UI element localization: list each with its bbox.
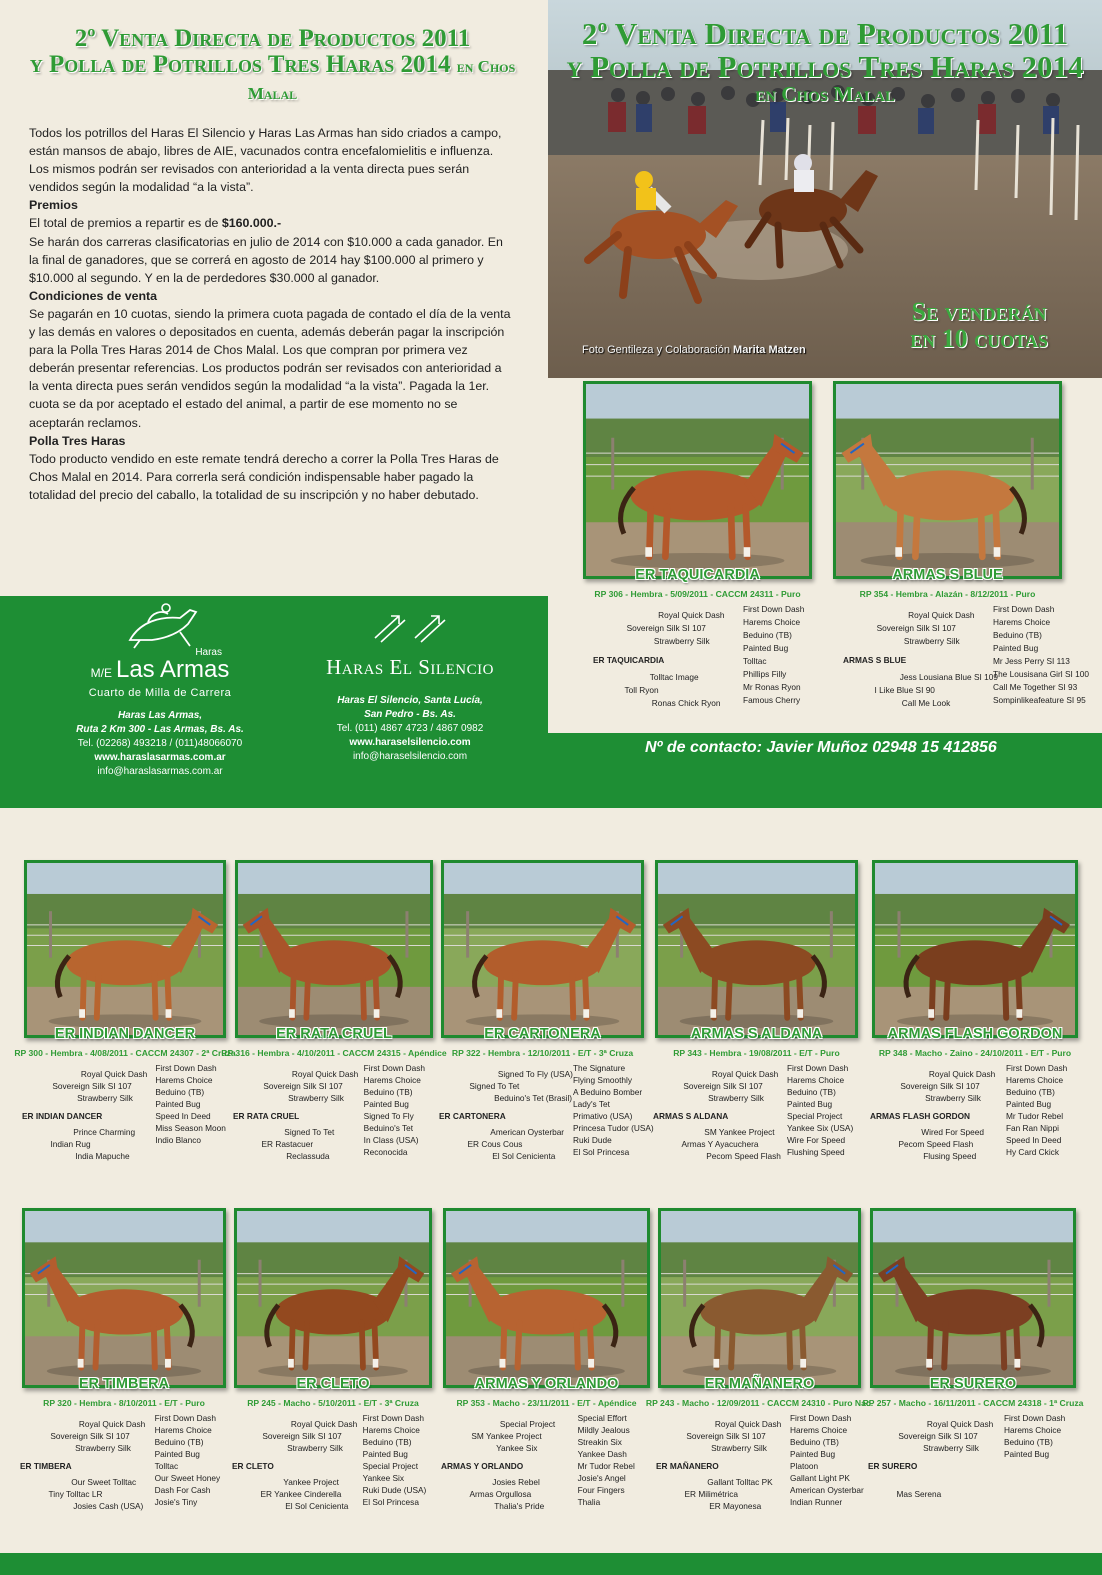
pedigree-ancestor: Beduino (TB) <box>155 1087 205 1097</box>
pedigree-ancestor: Toll Ryon <box>624 685 659 695</box>
pedigree-ancestor: Miss Season Moon <box>155 1123 226 1133</box>
premios-line1 <box>29 214 511 232</box>
el-silencio-web[interactable]: www.haraselsilencio.com <box>349 737 471 748</box>
pedigree-ancestor: Sovereign Silk SI 107 <box>626 623 706 633</box>
pedigree-self: ER TAQUICARDIA <box>593 655 665 665</box>
pedigree-ancestor: Mr Tudor Rebel <box>1005 1111 1064 1121</box>
pedigree-ancestor: Harems Choice <box>1005 1075 1064 1085</box>
el-silencio-tel: Tel. (011) 4867 4723 / 4867 0982 <box>336 723 484 734</box>
pedigree-ancestor: Call Me Together SI 93 <box>993 682 1078 692</box>
pedigree-ancestor: Strawberry Silk <box>925 1093 981 1103</box>
horse-name: ER SURERO <box>929 1376 1017 1392</box>
pedigree-ancestor: Tolltac Image <box>649 672 699 682</box>
pedigree-ancestor: Harems Choice <box>155 1075 213 1085</box>
pedigree-ancestor: Beduino (TB) <box>743 630 792 640</box>
pedigree-ancestor: Beduino's Tet <box>363 1123 414 1133</box>
horse-info: RP 354 - Hembra - Alazán - 8/12/2011 - Puro <box>859 589 1036 599</box>
el-silencio-logo-name: Haras El Silencio <box>326 655 494 679</box>
cuotas-badge-line2: en 10 cuotas <box>910 324 1048 354</box>
pedigree-self: ER CLETO <box>232 1461 274 1471</box>
pedigree-ancestor: Strawberry Silk <box>77 1093 133 1103</box>
pedigree-ancestor: Josies Cash (USA) <box>73 1501 144 1511</box>
pedigree-ancestor: Beduino (TB) <box>363 1087 413 1097</box>
pedigree-ancestor: Royal Quick Dash <box>658 610 725 620</box>
pedigree-ancestor: Mas Serena <box>896 1489 942 1499</box>
photo-credit <box>582 344 806 356</box>
pedigree-ancestor: Painted Bug <box>743 643 789 653</box>
pedigree-ancestor: Harems Choice <box>362 1425 420 1435</box>
pedigree-self: ER CARTONERA <box>439 1111 506 1121</box>
pedigree-ancestor: Strawberry Silk <box>923 1443 979 1453</box>
horse-photo <box>658 1208 861 1388</box>
pedigree-ancestor: Wire For Speed <box>786 1135 846 1145</box>
pedigree-ancestor: Yankee Project <box>283 1477 339 1487</box>
pedigree-ancestor: Painted Bug <box>362 1449 408 1459</box>
pedigree-self: ER TIMBERA <box>20 1461 72 1471</box>
pedigree-ancestor: Wired For Speed <box>921 1127 985 1137</box>
hero-title-line2: y Polla de Potrillos Tres Haras 2014 <box>566 48 1084 84</box>
intro-text: Todos los potrillos del Haras El Silencio y Haras Las Armas han sido criados a campo, están mansos de abajo, libres de AIE, vacunados contra encefalomielitis e influenza. Los mismos podrán ser revisados con anterioridad a la venta directa pues serán vendidos según la modalidad “a la vista”. <box>29 126 502 195</box>
pedigree-ancestor: Tolltac <box>154 1461 179 1471</box>
pedigree-ancestor: Harems Choice <box>363 1075 421 1085</box>
pedigree-ancestor: Indio Blanco <box>155 1135 201 1145</box>
horse-name: ER TAQUICARDIA <box>635 567 760 583</box>
el-silencio-contact <box>295 694 525 764</box>
pedigree-ancestor: Flusing Speed <box>923 1151 977 1161</box>
pedigree-self: ER RATA CRUEL <box>233 1111 300 1121</box>
horse-photo <box>583 381 812 579</box>
pedigree-ancestor: Armas Orgullosa <box>469 1489 532 1499</box>
horse-photo <box>655 860 858 1038</box>
pedigree-ancestor: I Like Blue SI 90 <box>874 685 935 695</box>
pedigree-ancestor: Sompinlikeafeature SI 95 <box>993 695 1086 705</box>
horse-info: RP 243 - Macho - 12/09/2011 - CACCM 24310 - Puro Nac. <box>645 1398 874 1408</box>
horse-name: ARMAS S ALDANA <box>690 1026 823 1042</box>
horse-pedigree <box>232 1412 440 1522</box>
condiciones-heading: Condiciones de venta <box>29 288 158 303</box>
pedigree-ancestor: Harems Choice <box>993 617 1051 627</box>
pedigree-ancestor: Royal Quick Dash <box>80 1069 148 1079</box>
pedigree-ancestor: Josie's Angel <box>577 1473 626 1483</box>
pedigree-ancestor: El Sol Cenicienta <box>492 1151 556 1161</box>
pedigree-ancestor: Special Project <box>362 1461 419 1471</box>
hero-title-line1: 2º Venta Directa de Productos 2011 <box>581 16 1069 51</box>
pedigree-ancestor: Royal Quick Dash <box>78 1419 146 1429</box>
pedigree-ancestor: Famous Cherry <box>743 695 801 705</box>
photo-credit-name: Marita Matzen <box>733 344 806 356</box>
pedigree-ancestor: Sovereign Silk SI 107 <box>50 1431 130 1441</box>
horse-pedigree <box>22 1062 234 1172</box>
pedigree-ancestor: Ronas Chick Ryon <box>651 698 721 708</box>
horse-photo <box>234 1208 432 1388</box>
pedigree-ancestor: Beduino (TB) <box>1003 1437 1053 1447</box>
pedigree-ancestor: Sovereign Silk SI 107 <box>262 1431 342 1441</box>
pedigree-ancestor: Fan Ran Nippi <box>1005 1123 1059 1133</box>
horse-info: RP 245 - Macho - 5/10/2011 - E/T - 3ª Cruza <box>247 1398 419 1408</box>
pedigree-ancestor: The Lousisana Girl SI 100 <box>993 669 1089 679</box>
pedigree-ancestor: Gallant Light PK <box>789 1473 850 1483</box>
pedigree-ancestor: Sovereign Silk SI 107 <box>683 1081 763 1091</box>
horse-info: RP 353 - Macho - 23/11/2011 - E/T - Apéndice <box>456 1398 637 1408</box>
contact-number: Nº de contacto: Javier Muñoz 02948 15 412856 <box>645 739 997 756</box>
pedigree-ancestor: Indian Runner <box>789 1497 843 1507</box>
cuotas-badge-line1: Se venderán <box>911 297 1047 326</box>
premios-text: Se harán dos carreras clasificatorias en julio de 2014 con $10.000 a cada ganador. En la final de ganadores, que se correrá en agosto de 2014 hay $100.000 al primero y $10.000 al segundo. Y en la de perdedores $30.000 al ganador. <box>29 234 503 285</box>
pedigree-ancestor: Painted Bug <box>789 1449 836 1459</box>
horse-pedigree <box>439 1062 652 1172</box>
pedigree-ancestor: Platoon <box>789 1461 819 1471</box>
pedigree-ancestor: Painted Bug <box>786 1099 833 1109</box>
pedigree-ancestor: Special Effort <box>577 1413 627 1423</box>
pedigree-ancestor: El Sol Princesa <box>362 1497 419 1507</box>
pedigree-ancestor: First Down Dash <box>743 604 805 614</box>
horse-name: ARMAS Y ORLANDO <box>474 1376 619 1392</box>
header-title <box>20 26 525 105</box>
pedigree-ancestor: Strawberry Silk <box>711 1443 767 1453</box>
pedigree-ancestor: Speed In Deed <box>1005 1135 1062 1145</box>
polla-heading: Polla Tres Haras <box>29 433 126 448</box>
pedigree-ancestor: Beduino (TB) <box>789 1437 839 1447</box>
pedigree-ancestor: Painted Bug <box>154 1449 200 1459</box>
pedigree-ancestor: Jess Lousiana Blue SI 109 <box>899 672 998 682</box>
pedigree-ancestor: Royal Quick Dash <box>290 1419 358 1429</box>
cuotas-badge <box>894 298 1064 353</box>
pedigree-ancestor: Beduino (TB) <box>1005 1087 1055 1097</box>
pedigree-ancestor: First Down Dash <box>993 604 1055 614</box>
horse-pedigree <box>593 603 832 713</box>
pedigree-ancestor: ER Mayonesa <box>709 1501 762 1511</box>
pedigree-ancestor: Speed In Deed <box>155 1111 211 1121</box>
las-armas-logo-sub: Cuarto de Milla de Carrera <box>88 687 232 699</box>
pedigree-ancestor: Royal Quick Dash <box>926 1419 994 1429</box>
las-armas-initials: M/E <box>90 666 112 680</box>
pedigree-ancestor: Signed To Tet <box>284 1127 335 1137</box>
pedigree-self: ARMAS Y ORLANDO <box>441 1461 524 1471</box>
pedigree-ancestor: Royal Quick Dash <box>291 1069 359 1079</box>
pedigree-ancestor: First Down Dash <box>789 1413 852 1423</box>
horse-photo <box>870 1208 1076 1388</box>
pedigree-ancestor: Ruki Dude <box>572 1135 612 1145</box>
horse-photo <box>22 1208 226 1388</box>
pedigree-ancestor: ER Milimétrica <box>684 1489 738 1499</box>
footer-stripe <box>0 1553 1102 1575</box>
horse-name: ER CARTONERA <box>484 1026 601 1042</box>
pedigree-ancestor: Mr Tudor Rebel <box>577 1461 635 1471</box>
header-title-line2-wrap <box>20 52 525 105</box>
pedigree-ancestor: Mr Ronas Ryon <box>743 682 801 692</box>
pedigree-ancestor: A Beduino Bomber <box>572 1087 643 1097</box>
pedigree-ancestor: Strawberry Silk <box>287 1443 343 1453</box>
horse-pedigree <box>233 1062 441 1172</box>
pedigree-self: ARMAS S BLUE <box>843 655 907 665</box>
pedigree-ancestor: Princesa Tudor (USA) <box>572 1123 654 1133</box>
horse-pedigree <box>653 1062 866 1172</box>
el-silencio-arrows-logo-icon <box>295 604 525 644</box>
polla-text: Todo producto vendido en este remate tendrá derecho a correr la Polla Tres Haras de Chos Malal en 2014. Para correrla será condición indispensable haber pagado la totalidad del precio del caballo, la totalidad de su inscripción y no haber debutado. <box>29 451 499 502</box>
pedigree-ancestor: Harems Choice <box>743 617 801 627</box>
horse-info: RP 320 - Hembra - 8/10/2011 - E/T - Puro <box>43 1398 205 1408</box>
premios-line1-prefix: El total de premios a repartir es de <box>29 216 222 231</box>
pedigree-ancestor: Sovereign Silk SI 107 <box>52 1081 132 1091</box>
pedigree-ancestor: Yankee Six (USA) <box>786 1123 854 1133</box>
pedigree-ancestor: Thalia's Pride <box>494 1501 545 1511</box>
hero-title <box>548 18 1102 105</box>
pedigree-ancestor: Yankee Six <box>496 1443 538 1453</box>
horse-photo <box>235 860 433 1038</box>
las-armas-horse-logo-icon <box>40 602 280 650</box>
el-silencio-email[interactable]: info@haraselsilencio.com <box>352 751 468 762</box>
pedigree-ancestor: Flushing Speed <box>786 1147 845 1157</box>
pedigree-self: ER MAÑANERO <box>656 1461 719 1471</box>
premios-heading: Premios <box>29 198 78 213</box>
horse-name: ARMAS S BLUE <box>892 567 1003 583</box>
horse-name: ER CLETO <box>296 1376 370 1392</box>
las-armas-addr2: Ruta 2 Km 300 - Las Armas, Bs. As. <box>76 724 244 735</box>
pedigree-ancestor: In Class (USA) <box>363 1135 419 1145</box>
pedigree-ancestor: Mildly Jealous <box>577 1425 630 1435</box>
pedigree-ancestor: Prince Charming <box>73 1127 136 1137</box>
pedigree-ancestor: Flying Smoothly <box>572 1075 632 1085</box>
horse-pedigree <box>20 1412 234 1522</box>
pedigree-ancestor: Phillips Filly <box>743 669 787 679</box>
las-armas-block <box>40 602 280 779</box>
horse-photo <box>24 860 226 1038</box>
pedigree-ancestor: American Oysterbar <box>789 1485 864 1495</box>
pedigree-ancestor: Reconocida <box>363 1147 408 1157</box>
horse-info: RP 322 - Hembra - 12/10/2011 - E/T - 3ª Cruza <box>451 1048 634 1058</box>
pedigree-ancestor: Special Project <box>499 1419 556 1429</box>
pedigree-ancestor: Strawberry Silk <box>653 636 710 646</box>
pedigree-ancestor: SM Yankee Project <box>704 1127 775 1137</box>
pedigree-ancestor: Signed To Tet <box>469 1081 520 1091</box>
pedigree-ancestor: Tolltac <box>743 656 767 666</box>
pedigree-ancestor: The Signature <box>572 1063 626 1073</box>
pedigree-ancestor: Signed To Fly (USA) <box>497 1069 573 1079</box>
horse-info: RP 316 - Hembra - 4/10/2011 - CACCM 24315 - Apéndice <box>221 1048 447 1058</box>
photo-credit-prefix: Foto Gentileza y Colaboración <box>582 344 734 356</box>
el-silencio-addr2: San Pedro - Bs. As. <box>364 709 456 720</box>
horse-pedigree <box>868 1412 1084 1522</box>
pedigree-ancestor: Strawberry Silk <box>75 1443 131 1453</box>
pedigree-ancestor: First Down Dash <box>154 1413 216 1423</box>
header-title-place: en Chos Malal <box>247 57 516 103</box>
las-armas-email[interactable]: info@haraslasarmas.com.ar <box>97 766 223 777</box>
pedigree-ancestor: First Down Dash <box>1005 1063 1068 1073</box>
premios-amount: $160.000.- <box>221 216 282 231</box>
pedigree-ancestor: First Down Dash <box>155 1063 217 1073</box>
pedigree-ancestor: First Down Dash <box>786 1063 849 1073</box>
pedigree-ancestor: Hy Card Ckick <box>1005 1147 1059 1157</box>
pedigree-ancestor: Strawberry Silk <box>903 636 960 646</box>
pedigree-ancestor: Sovereign Silk SI 107 <box>876 623 956 633</box>
horse-info: RP 257 - Macho - 16/11/2011 - CACCM 24318 - 1ª Cruza <box>862 1398 1084 1408</box>
pedigree-ancestor: Yankee Six <box>362 1473 405 1483</box>
las-armas-web[interactable]: www.haraslasarmas.com.ar <box>94 752 226 763</box>
header-title-line2: y Polla de Potrillos Tres Haras 2014 <box>29 51 451 79</box>
pedigree-ancestor: First Down Dash <box>1003 1413 1066 1423</box>
pedigree-ancestor: Signed To Fly <box>363 1111 414 1121</box>
las-armas-contact <box>40 709 280 779</box>
pedigree-ancestor: American Oysterbar <box>490 1127 565 1137</box>
horse-name: ER TIMBERA <box>78 1376 170 1392</box>
pedigree-ancestor: Ruki Dude (USA) <box>362 1485 427 1495</box>
horse-info: RP 343 - Hembra - 19/08/2011 - E/T - Puro <box>673 1048 840 1058</box>
pedigree-ancestor: Tiny Tolltac LR <box>48 1489 103 1499</box>
horse-name: ER MAÑANERO <box>704 1376 815 1392</box>
las-armas-addr1: Haras Las Armas, <box>117 710 203 721</box>
pedigree-ancestor: Yankee Dash <box>577 1449 627 1459</box>
pedigree-ancestor: Sovereign Silk SI 107 <box>898 1431 978 1441</box>
horse-name: ER RATA CRUEL <box>276 1026 392 1042</box>
pedigree-ancestor: Royal Quick Dash <box>928 1069 996 1079</box>
pedigree-ancestor: Primativo (USA) <box>572 1111 633 1121</box>
pedigree-ancestor: Harems Choice <box>1003 1425 1062 1435</box>
pedigree-ancestor: Strawberry Silk <box>708 1093 764 1103</box>
pedigree-ancestor: Beduino (TB) <box>993 630 1042 640</box>
pedigree-ancestor: Beduino (TB) <box>362 1437 412 1447</box>
pedigree-ancestor: Harems Choice <box>786 1075 845 1085</box>
horse-photo <box>443 1208 650 1388</box>
pedigree-ancestor: SM Yankee Project <box>471 1431 542 1441</box>
las-armas-logo-small: Haras <box>195 647 222 658</box>
pedigree-ancestor: Royal Quick Dash <box>908 610 975 620</box>
pedigree-ancestor: Painted Bug <box>155 1099 201 1109</box>
pedigree-ancestor: Reclassuda <box>286 1151 330 1161</box>
pedigree-ancestor: El Sol Princesa <box>572 1147 630 1157</box>
pedigree-ancestor: Thalia <box>577 1497 601 1507</box>
pedigree-ancestor: Harems Choice <box>154 1425 212 1435</box>
horse-name: ARMAS FLASH GORDON <box>887 1026 1063 1042</box>
pedigree-ancestor: India Mapuche <box>75 1151 130 1161</box>
pedigree-ancestor: Royal Quick Dash <box>714 1419 782 1429</box>
el-silencio-addr1: Haras El Silencio, Santa Lucía, <box>337 695 483 706</box>
horse-pedigree <box>441 1412 658 1522</box>
pedigree-ancestor: Sovereign Silk SI 107 <box>263 1081 343 1091</box>
pedigree-ancestor: Pecom Speed Flash <box>706 1151 781 1161</box>
pedigree-ancestor: First Down Dash <box>362 1413 424 1423</box>
horse-pedigree <box>656 1412 869 1522</box>
horse-pedigree <box>843 603 1089 713</box>
pedigree-self: ARMAS S ALDANA <box>653 1111 729 1121</box>
pedigree-ancestor: Royal Quick Dash <box>711 1069 779 1079</box>
pedigree-ancestor: Sovereign Silk SI 107 <box>686 1431 766 1441</box>
horse-info: RP 300 - Hembra - 4/08/2011 - CACCM 24307 - 2ª Cruza <box>14 1048 236 1058</box>
pedigree-ancestor: Painted Bug <box>1003 1449 1050 1459</box>
pedigree-ancestor: Josies Rebel <box>492 1477 540 1487</box>
condiciones-text: Se pagarán en 10 cuotas, siendo la primera cuota pagada de contado el día de la venta y las demás en valores o depositados en cuenta, además deberán pagar la inscripción para la Polla Tres Haras 2014 de Chos Malal. Los que compran por primera vez deberán presentar referencias. Los productos podrán ser revisados con anterioridad a la venta directa pues serán vendidos según la modalidad “a la vista”. Pagada la 1er. cuota se da por aceptado el estado del animal, a partir de ese momento no se aceptarán reclamos. <box>29 306 511 430</box>
pedigree-ancestor: Beduino's Tet (Brasil) <box>494 1093 573 1103</box>
pedigree-ancestor: ER Yankee Cinderella <box>260 1489 342 1499</box>
horse-info: RP 348 - Macho - Zaino - 24/10/2011 - E/T - Puro <box>878 1048 1072 1058</box>
pedigree-ancestor: First Down Dash <box>363 1063 425 1073</box>
pedigree-ancestor: Four Fingers <box>577 1485 625 1495</box>
pedigree-self: ER INDIAN DANCER <box>22 1111 103 1121</box>
pedigree-ancestor: Armas Y Ayacuchera <box>681 1139 759 1149</box>
header-title-line1: 2º Venta Directa de Productos 2011 <box>74 25 471 52</box>
pedigree-ancestor: Lady's Tet <box>572 1099 610 1109</box>
hero-photo <box>548 0 1102 378</box>
pedigree-ancestor: Painted Bug <box>1005 1099 1052 1109</box>
pedigree-ancestor: Josie's Tiny <box>154 1497 198 1507</box>
pedigree-self: ER SURERO <box>868 1461 918 1471</box>
pedigree-ancestor: Our Sweet Tolltac <box>71 1477 137 1487</box>
pedigree-ancestor: ER Cous Cous <box>467 1139 523 1149</box>
pedigree-ancestor: Pecom Speed Flash <box>898 1139 974 1149</box>
horse-pedigree <box>870 1062 1086 1172</box>
horse-info: RP 306 - Hembra - 5/09/2011 - CACCM 24311 - Puro <box>594 589 801 599</box>
pedigree-ancestor: Beduino (TB) <box>786 1087 836 1097</box>
pedigree-ancestor: Harems Choice <box>789 1425 848 1435</box>
las-armas-logo-name: Las Armas <box>115 656 230 683</box>
horse-name: ER INDIAN DANCER <box>54 1026 196 1042</box>
pedigree-ancestor: Dash For Cash <box>154 1485 211 1495</box>
pedigree-ancestor: Gallant Tolltac PK <box>707 1477 773 1487</box>
intro-section <box>29 124 511 504</box>
horse-photo <box>441 860 644 1038</box>
pedigree-self: ARMAS FLASH GORDON <box>870 1111 971 1121</box>
horse-photo <box>872 860 1078 1038</box>
pedigree-ancestor: Indian Rug <box>50 1139 91 1149</box>
pedigree-ancestor: ER Rastacuer <box>261 1139 314 1149</box>
pedigree-ancestor: Streakin Six <box>577 1437 622 1447</box>
pedigree-ancestor: Our Sweet Honey <box>154 1473 221 1483</box>
las-armas-tel: Tel. (02268) 493218 / (011)48066070 <box>77 738 243 749</box>
pedigree-ancestor: El Sol Cenicienta <box>285 1501 349 1511</box>
pedigree-ancestor: Sovereign Silk SI 107 <box>900 1081 980 1091</box>
pedigree-ancestor: Mr Jess Perry SI 113 <box>993 656 1070 666</box>
el-silencio-block <box>295 604 525 764</box>
pedigree-ancestor: Painted Bug <box>363 1099 409 1109</box>
pedigree-ancestor: Special Project <box>786 1111 843 1121</box>
horse-photo <box>833 381 1062 579</box>
pedigree-ancestor: Beduino (TB) <box>154 1437 204 1447</box>
pedigree-ancestor: Strawberry Silk <box>288 1093 344 1103</box>
pedigree-ancestor: Call Me Look <box>901 698 951 708</box>
hero-title-line3: en Chos Malal <box>755 82 895 107</box>
pedigree-ancestor: Painted Bug <box>993 643 1039 653</box>
las-armas-logo-row <box>40 658 280 685</box>
